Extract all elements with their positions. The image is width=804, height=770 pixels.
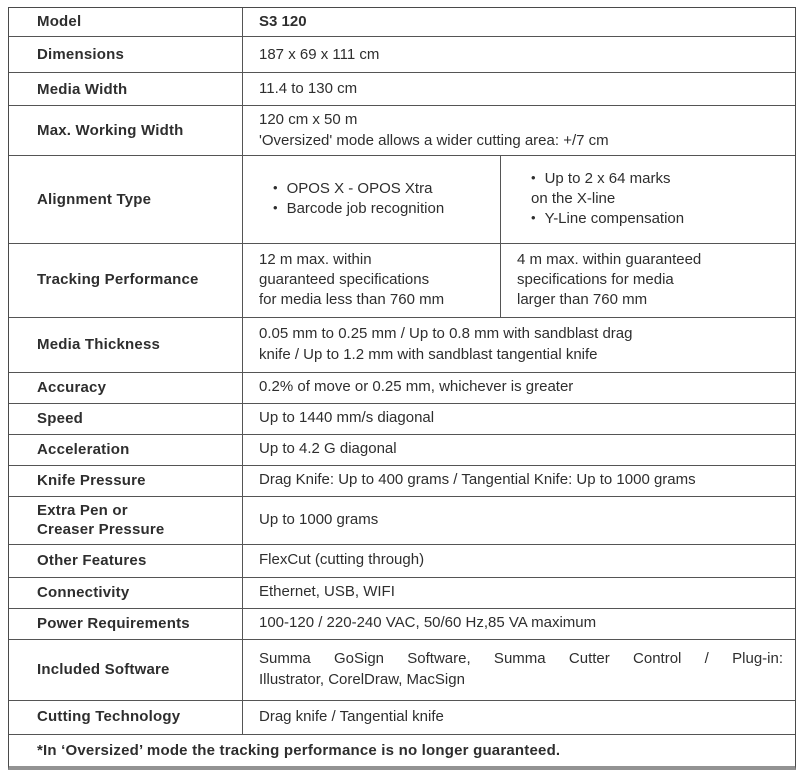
row-label-media-thickness	[9, 318, 243, 372]
label-text: Knife Pressure	[37, 471, 146, 489]
spec-row-extra-pen-creaser-pressure	[9, 496, 795, 544]
row-label-included-software	[9, 640, 243, 700]
spec-row-acceleration	[9, 434, 795, 465]
bullet-text: Up to 2 x 64 marks	[544, 169, 671, 187]
value-text: Ethernet, USB, WIFI	[259, 583, 395, 601]
label-text: Cutting Technology	[37, 708, 181, 726]
spec-row-max-working-width	[9, 105, 795, 155]
row-value-extra-pen-creaser-pressure	[243, 497, 795, 544]
alignment-left-cell	[243, 156, 501, 243]
spec-row-other-features	[9, 544, 795, 577]
label-text: Alignment Type	[37, 190, 152, 208]
label-text: Other Features	[37, 551, 147, 569]
label-text: Accuracy	[37, 378, 107, 396]
value-text: 100-120 / 220-240 VAC, 50/60 Hz,85 VA maximum	[259, 614, 597, 632]
value-text: S3 120	[259, 13, 307, 30]
row-value-speed	[243, 404, 795, 434]
row-value-media-thickness	[243, 318, 795, 372]
value-text: Drag knife / Tangential knife	[259, 707, 444, 725]
tracking-right-cell	[501, 244, 795, 317]
alignment-type-values	[243, 156, 795, 243]
row-label-other-features	[9, 545, 243, 577]
label-text: Connectivity	[37, 583, 130, 601]
label-text: Speed	[37, 409, 84, 427]
bullet-item	[531, 209, 785, 229]
spec-row-connectivity	[9, 577, 795, 608]
footnote-text: *In ‘Oversized’ mode the tracking performance is no longer guaranteed.	[37, 741, 561, 759]
spec-row-tracking-performance	[9, 243, 795, 317]
row-label-model	[9, 8, 243, 36]
spec-row-included-software	[9, 639, 795, 700]
row-label-dimensions	[9, 37, 243, 72]
value-text: 187 x 69 x 111 cm	[259, 45, 380, 63]
value-line-3: for media less than 760 mm	[259, 291, 445, 309]
spec-row-cutting-technology	[9, 700, 795, 734]
row-label-cutting-technology	[9, 701, 243, 734]
tracking-left-cell	[243, 244, 501, 317]
row-label-extra-pen-creaser-pressure	[9, 497, 243, 544]
spec-row-media-width	[9, 72, 795, 105]
row-value-max-working-width	[243, 106, 795, 155]
row-value-media-width	[243, 73, 795, 105]
row-label-speed	[9, 404, 243, 434]
bullet-item	[273, 199, 490, 219]
value-text: FlexCut (cutting through)	[259, 551, 425, 569]
specification-table	[8, 7, 796, 770]
label-text: Tracking Performance	[37, 271, 199, 289]
row-label-media-width	[9, 73, 243, 105]
tracking-performance-values	[243, 244, 795, 317]
row-label-power-requirements	[9, 609, 243, 639]
bullet-icon: •	[531, 169, 536, 185]
value-text: Up to 4.2 G diagonal	[259, 440, 397, 458]
spec-row-accuracy	[9, 372, 795, 403]
spec-row-alignment-type	[9, 155, 795, 243]
bullet-icon: •	[531, 210, 536, 226]
row-value-knife-pressure	[243, 466, 795, 496]
bullet-wrap-text: on the X-line	[531, 190, 616, 208]
bullet-item	[531, 169, 785, 189]
value-line-1: 12 m max. within	[259, 250, 372, 268]
label-text: Model	[37, 13, 82, 31]
label-line-1: Extra Pen or	[37, 501, 128, 519]
spec-row-dimensions	[9, 36, 795, 72]
spec-row-power-requirements	[9, 608, 795, 639]
value-line-2: 'Oversized' mode allows a wider cutting area: +/7 cm	[259, 131, 609, 149]
label-text: Media Thickness	[37, 335, 161, 353]
label-text: Acceleration	[37, 440, 130, 458]
value-line-1: Summa GoSign Software, Summa Cutter Control / Plug-in:	[259, 650, 783, 668]
label-text: Power Requirements	[37, 614, 190, 632]
value-text: 11.4 to 130 cm	[259, 80, 358, 98]
row-label-accuracy	[9, 373, 243, 403]
value-line-2: guaranteed specifications	[259, 271, 430, 288]
row-label-tracking-performance	[9, 244, 243, 317]
alignment-right-cell	[501, 156, 795, 243]
row-value-other-features	[243, 545, 795, 577]
row-value-connectivity	[243, 578, 795, 608]
row-label-alignment-type	[9, 156, 243, 243]
spec-row-model	[9, 8, 795, 36]
label-line-2: Creaser Pressure	[37, 521, 165, 538]
bullet-item	[273, 179, 490, 199]
value-line-1: 4 m max. within guaranteed	[517, 250, 702, 268]
label-text: Included Software	[37, 660, 170, 678]
bullet-icon: •	[273, 180, 278, 195]
row-value-dimensions	[243, 37, 795, 72]
value-text: Drag Knife: Up to 400 grams / Tangential Knife: Up to 1000 grams	[259, 471, 696, 489]
bullet-text: Y-Line compensation	[544, 210, 685, 228]
row-value-acceleration	[243, 435, 795, 465]
value-text: Up to 1440 mm/s diagonal	[259, 409, 435, 427]
row-value-accuracy	[243, 373, 795, 403]
row-label-acceleration	[9, 435, 243, 465]
row-value-model	[243, 8, 795, 36]
spec-row-media-thickness	[9, 317, 795, 372]
spec-row-knife-pressure	[9, 465, 795, 496]
value-text: 0.2% of move or 0.25 mm, whichever is greater	[259, 378, 574, 396]
value-text: Up to 1000 grams	[259, 510, 379, 528]
value-line-2: Illustrator, CorelDraw, MacSign	[259, 670, 465, 688]
bullet-text: OPOS X - OPOS Xtra	[286, 180, 433, 197]
row-value-power-requirements	[243, 609, 795, 639]
value-line-1: 120 cm x 50 m	[259, 111, 358, 129]
row-value-included-software	[243, 640, 795, 700]
value-line-2: knife / Up to 1.2 mm with sandblast tangential knife	[259, 345, 598, 363]
row-label-max-working-width	[9, 106, 243, 155]
bullet-icon: •	[273, 200, 278, 216]
label-text: Max. Working Width	[37, 121, 184, 139]
label-text: Dimensions	[37, 46, 125, 63]
spec-row-speed	[9, 403, 795, 434]
row-label-knife-pressure	[9, 466, 243, 496]
row-value-cutting-technology	[243, 701, 795, 734]
value-line-1: 0.05 mm to 0.25 mm / Up to 0.8 mm with sandblast drag	[259, 325, 633, 343]
value-line-2: specifications for media	[517, 271, 674, 288]
bullet-text: Barcode job recognition	[286, 200, 445, 218]
row-label-connectivity	[9, 578, 243, 608]
spec-footnote-row	[9, 734, 795, 766]
label-text: Media Width	[37, 80, 128, 98]
value-line-3: larger than 760 mm	[517, 291, 648, 309]
